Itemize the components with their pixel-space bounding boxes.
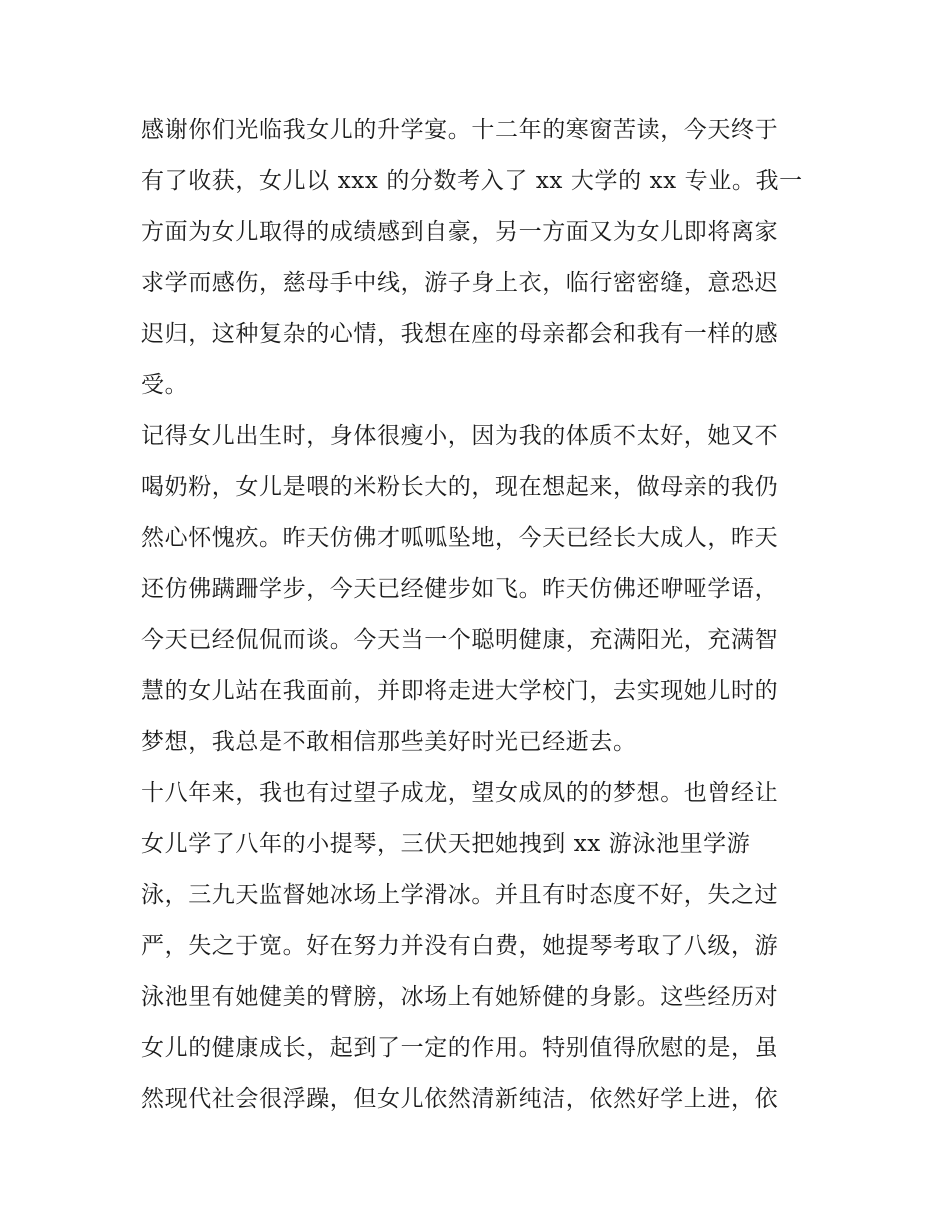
text-line: 女儿学了八年的小提琴，三伏天把她拽到 xx 游泳池里学游 <box>141 831 751 857</box>
text-line: 记得女儿出生时，身体很瘦小，因为我的体质不太好，她又不 <box>141 423 779 449</box>
text-line: 喝奶粉，女儿是喂的米粉长大的，现在想起来，做母亲的我仍 <box>141 474 779 500</box>
text-line: 还仿佛蹒跚学步，今天已经健步如飞。昨天仿佛还咿哑学语， <box>141 576 779 602</box>
text-line: 感谢你们光临我女儿的升学宴。十二年的寒窗苦读，今天终于 <box>141 117 779 143</box>
text-line: 方面为女儿取得的成绩感到自豪，另一方面又为女儿即将离家 <box>141 219 779 245</box>
text-line: 有了收获，女儿以 xxx 的分数考入了 xx 大学的 xx 专业。我一 <box>141 168 803 194</box>
text-line: 求学而感伤，慈母手中线，游子身上衣，临行密密缝，意恐迟 <box>141 270 779 296</box>
text-line: 十八年来，我也有过望子成龙，望女成凤的的梦想。也曾经让 <box>141 780 779 806</box>
text-line: 严，失之于宽。好在努力并没有白费，她提琴考取了八级，游 <box>141 933 779 959</box>
text-line: 受。 <box>141 372 189 398</box>
text-line: 迟归，这种复杂的心情，我想在座的母亲都会和我有一样的感 <box>141 321 779 347</box>
text-line: 梦想，我总是不敢相信那些美好时光已经逝去。 <box>141 729 637 755</box>
text-line: 泳，三九天监督她冰场上学滑冰。并且有时态度不好，失之过 <box>141 882 779 908</box>
speech-text <box>141 105 821 1125</box>
text-line: 今天已经侃侃而谈。今天当一个聪明健康，充满阳光，充满智 <box>141 627 779 653</box>
text-line: 泳池里有她健美的臂膀，冰场上有她矫健的身影。这些经历对 <box>141 984 779 1010</box>
text-line: 女儿的健康成长，起到了一定的作用。特别值得欣慰的是，虽 <box>141 1035 779 1061</box>
text-line: 然心怀愧疚。昨天仿佛才呱呱坠地，今天已经长大成人，昨天 <box>141 525 779 551</box>
text-line: 然现代社会很浮躁，但女儿依然清新纯洁，依然好学上进，依 <box>141 1086 779 1112</box>
text-line: 慧的女儿站在我面前，并即将走进大学校门，去实现她儿时的 <box>141 678 779 704</box>
